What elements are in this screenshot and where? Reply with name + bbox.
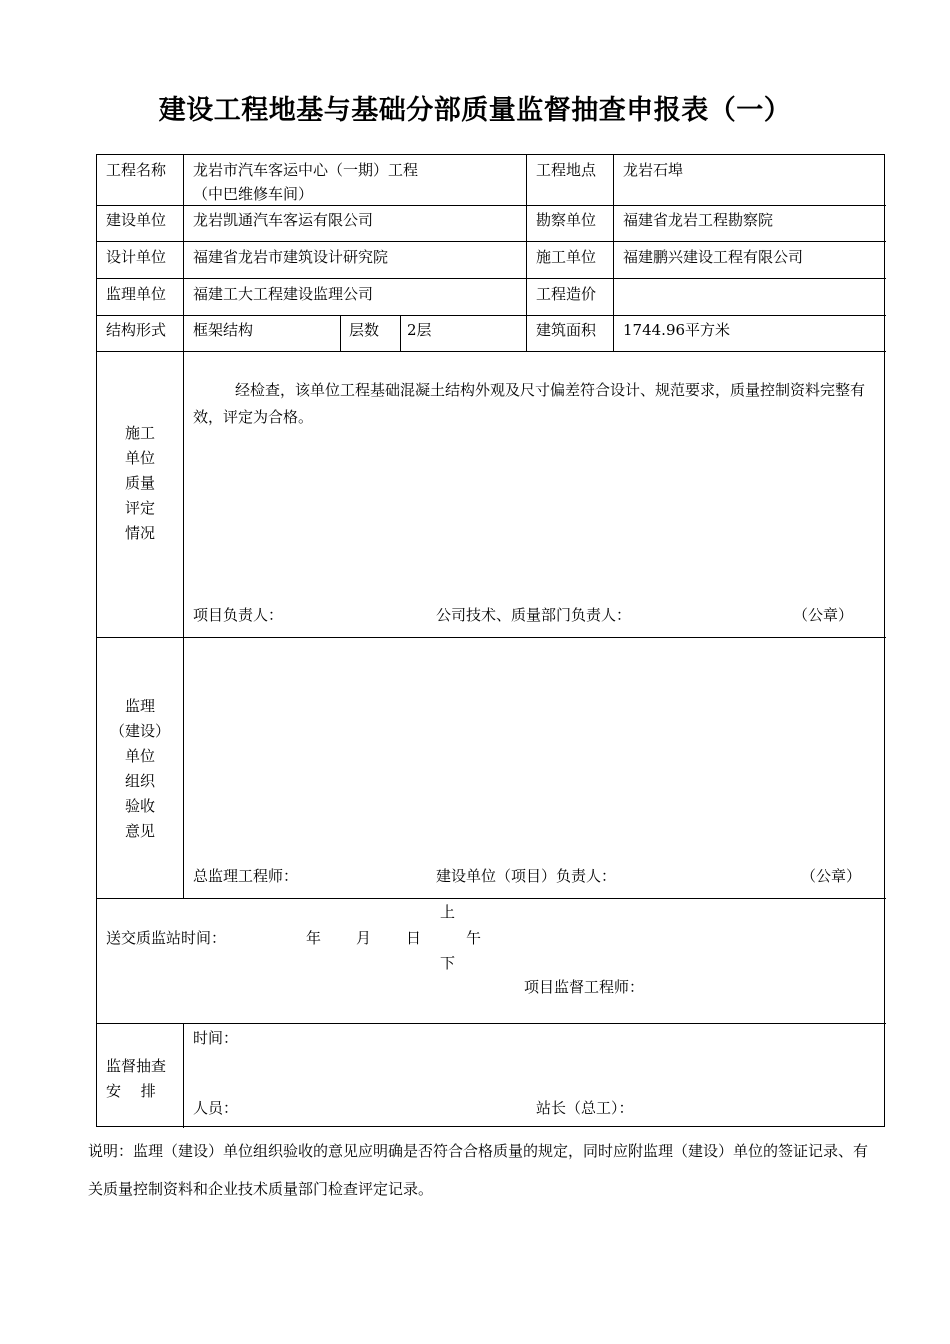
location-value: 龙岩石埠 xyxy=(623,161,684,179)
company-seal: （公章） xyxy=(793,606,854,624)
chief-engineer: 总监理工程师： xyxy=(193,867,299,885)
inspection-label-line2: 安 排 xyxy=(106,1082,156,1100)
design-value: 福建省龙岩市建筑设计研究院 xyxy=(193,248,389,266)
construction-eval-text: 经检查，该单位工程基础混凝土结构外观及尺寸偏差符合设计、规范要求，质量控制资料完整有效，评定为合格。 xyxy=(193,381,866,426)
builder-value: 龙岩凯通汽车客运有限公司 xyxy=(193,211,374,229)
location-label: 工程地点 xyxy=(536,161,597,179)
area-label: 建筑面积 xyxy=(536,321,597,339)
row-divider xyxy=(97,278,886,279)
pm-marker: 下 xyxy=(440,954,456,972)
builder-label: 建设单位 xyxy=(106,211,167,229)
label-line: 单位 xyxy=(124,449,155,467)
project-leader: 项目负责人： xyxy=(193,606,284,624)
label-line: 监理 xyxy=(124,697,155,715)
inspection-personnel: 人员： xyxy=(193,1099,239,1117)
inspection-time: 时间： xyxy=(193,1029,239,1047)
label-line: （建设） xyxy=(109,722,170,740)
project-name-label: 工程名称 xyxy=(106,161,167,179)
supervision-value: 福建工大工程建设监理公司 xyxy=(193,285,374,303)
supervision-seal: （公章） xyxy=(801,867,862,885)
construction-eval-label xyxy=(97,421,183,546)
supervision-opinion-label xyxy=(97,694,183,844)
inspection-label-line1: 监督抽查 xyxy=(106,1057,167,1075)
year-label: 年 xyxy=(306,929,322,947)
project-name-value: 龙岩市汽车客运中心（一期）工程 xyxy=(193,161,419,179)
cost-label: 工程造价 xyxy=(536,285,597,303)
design-label: 设计单位 xyxy=(106,248,167,266)
day-label: 日 xyxy=(406,929,422,947)
col-divider xyxy=(526,155,527,351)
col-divider xyxy=(400,315,401,351)
month-label: 月 xyxy=(356,929,372,947)
floors-label: 层数 xyxy=(349,321,380,339)
supervision-label: 监理单位 xyxy=(106,285,167,303)
label-line: 评定 xyxy=(124,499,155,517)
label-line: 意见 xyxy=(124,822,155,840)
page-title: 建设工程地基与基础分部质量监督抽查申报表（一） xyxy=(158,95,792,126)
structure-value: 框架结构 xyxy=(193,321,254,339)
project-name-value-line2: （中巴维修车间） xyxy=(193,185,314,203)
row-divider xyxy=(97,315,886,316)
col-divider xyxy=(183,1023,184,1128)
row-divider xyxy=(97,241,886,242)
label-line: 验收 xyxy=(124,797,155,815)
row-divider xyxy=(97,637,886,638)
label-line: 施工 xyxy=(124,424,155,442)
construction-value: 福建鹏兴建设工程有限公司 xyxy=(623,248,804,266)
row-divider xyxy=(97,1023,886,1024)
structure-label: 结构形式 xyxy=(106,321,167,339)
report-form xyxy=(96,154,885,1127)
tech-dept-leader: 公司技术、质量部门负责人： xyxy=(436,606,632,624)
col-divider xyxy=(183,155,184,898)
builder-leader: 建设单位（项目）负责人： xyxy=(436,867,617,885)
am-marker: 上 xyxy=(440,903,456,921)
label-line: 单位 xyxy=(124,747,155,765)
floors-value: 2层 xyxy=(407,321,432,339)
supervising-engineer: 项目监督工程师： xyxy=(524,978,645,996)
label-line: 情况 xyxy=(124,524,155,542)
submission-time-label: 送交质监站时间： xyxy=(106,929,227,947)
survey-value: 福建省龙岩工程勘察院 xyxy=(623,211,774,229)
row-divider xyxy=(97,898,886,899)
area-value: 1744.96平方米 xyxy=(623,321,731,339)
label-line: 质量 xyxy=(124,474,155,492)
noon-label: 午 xyxy=(466,929,482,947)
construction-label: 施工单位 xyxy=(536,248,597,266)
col-divider xyxy=(613,155,614,351)
row-divider xyxy=(97,205,886,206)
station-director: 站长（总工）： xyxy=(536,1099,634,1117)
survey-label: 勘察单位 xyxy=(536,211,597,229)
row-divider xyxy=(97,351,886,352)
footnote: 说明：监理（建设）单位组织验收的意见应明确是否符合合格质量的规定，同时应附监理（建设）单位的签证记录、有关质量控制资料和企业技术质量部门检查评定记录。 xyxy=(88,1142,869,1198)
col-divider xyxy=(340,315,341,351)
label-line: 组织 xyxy=(124,772,155,790)
